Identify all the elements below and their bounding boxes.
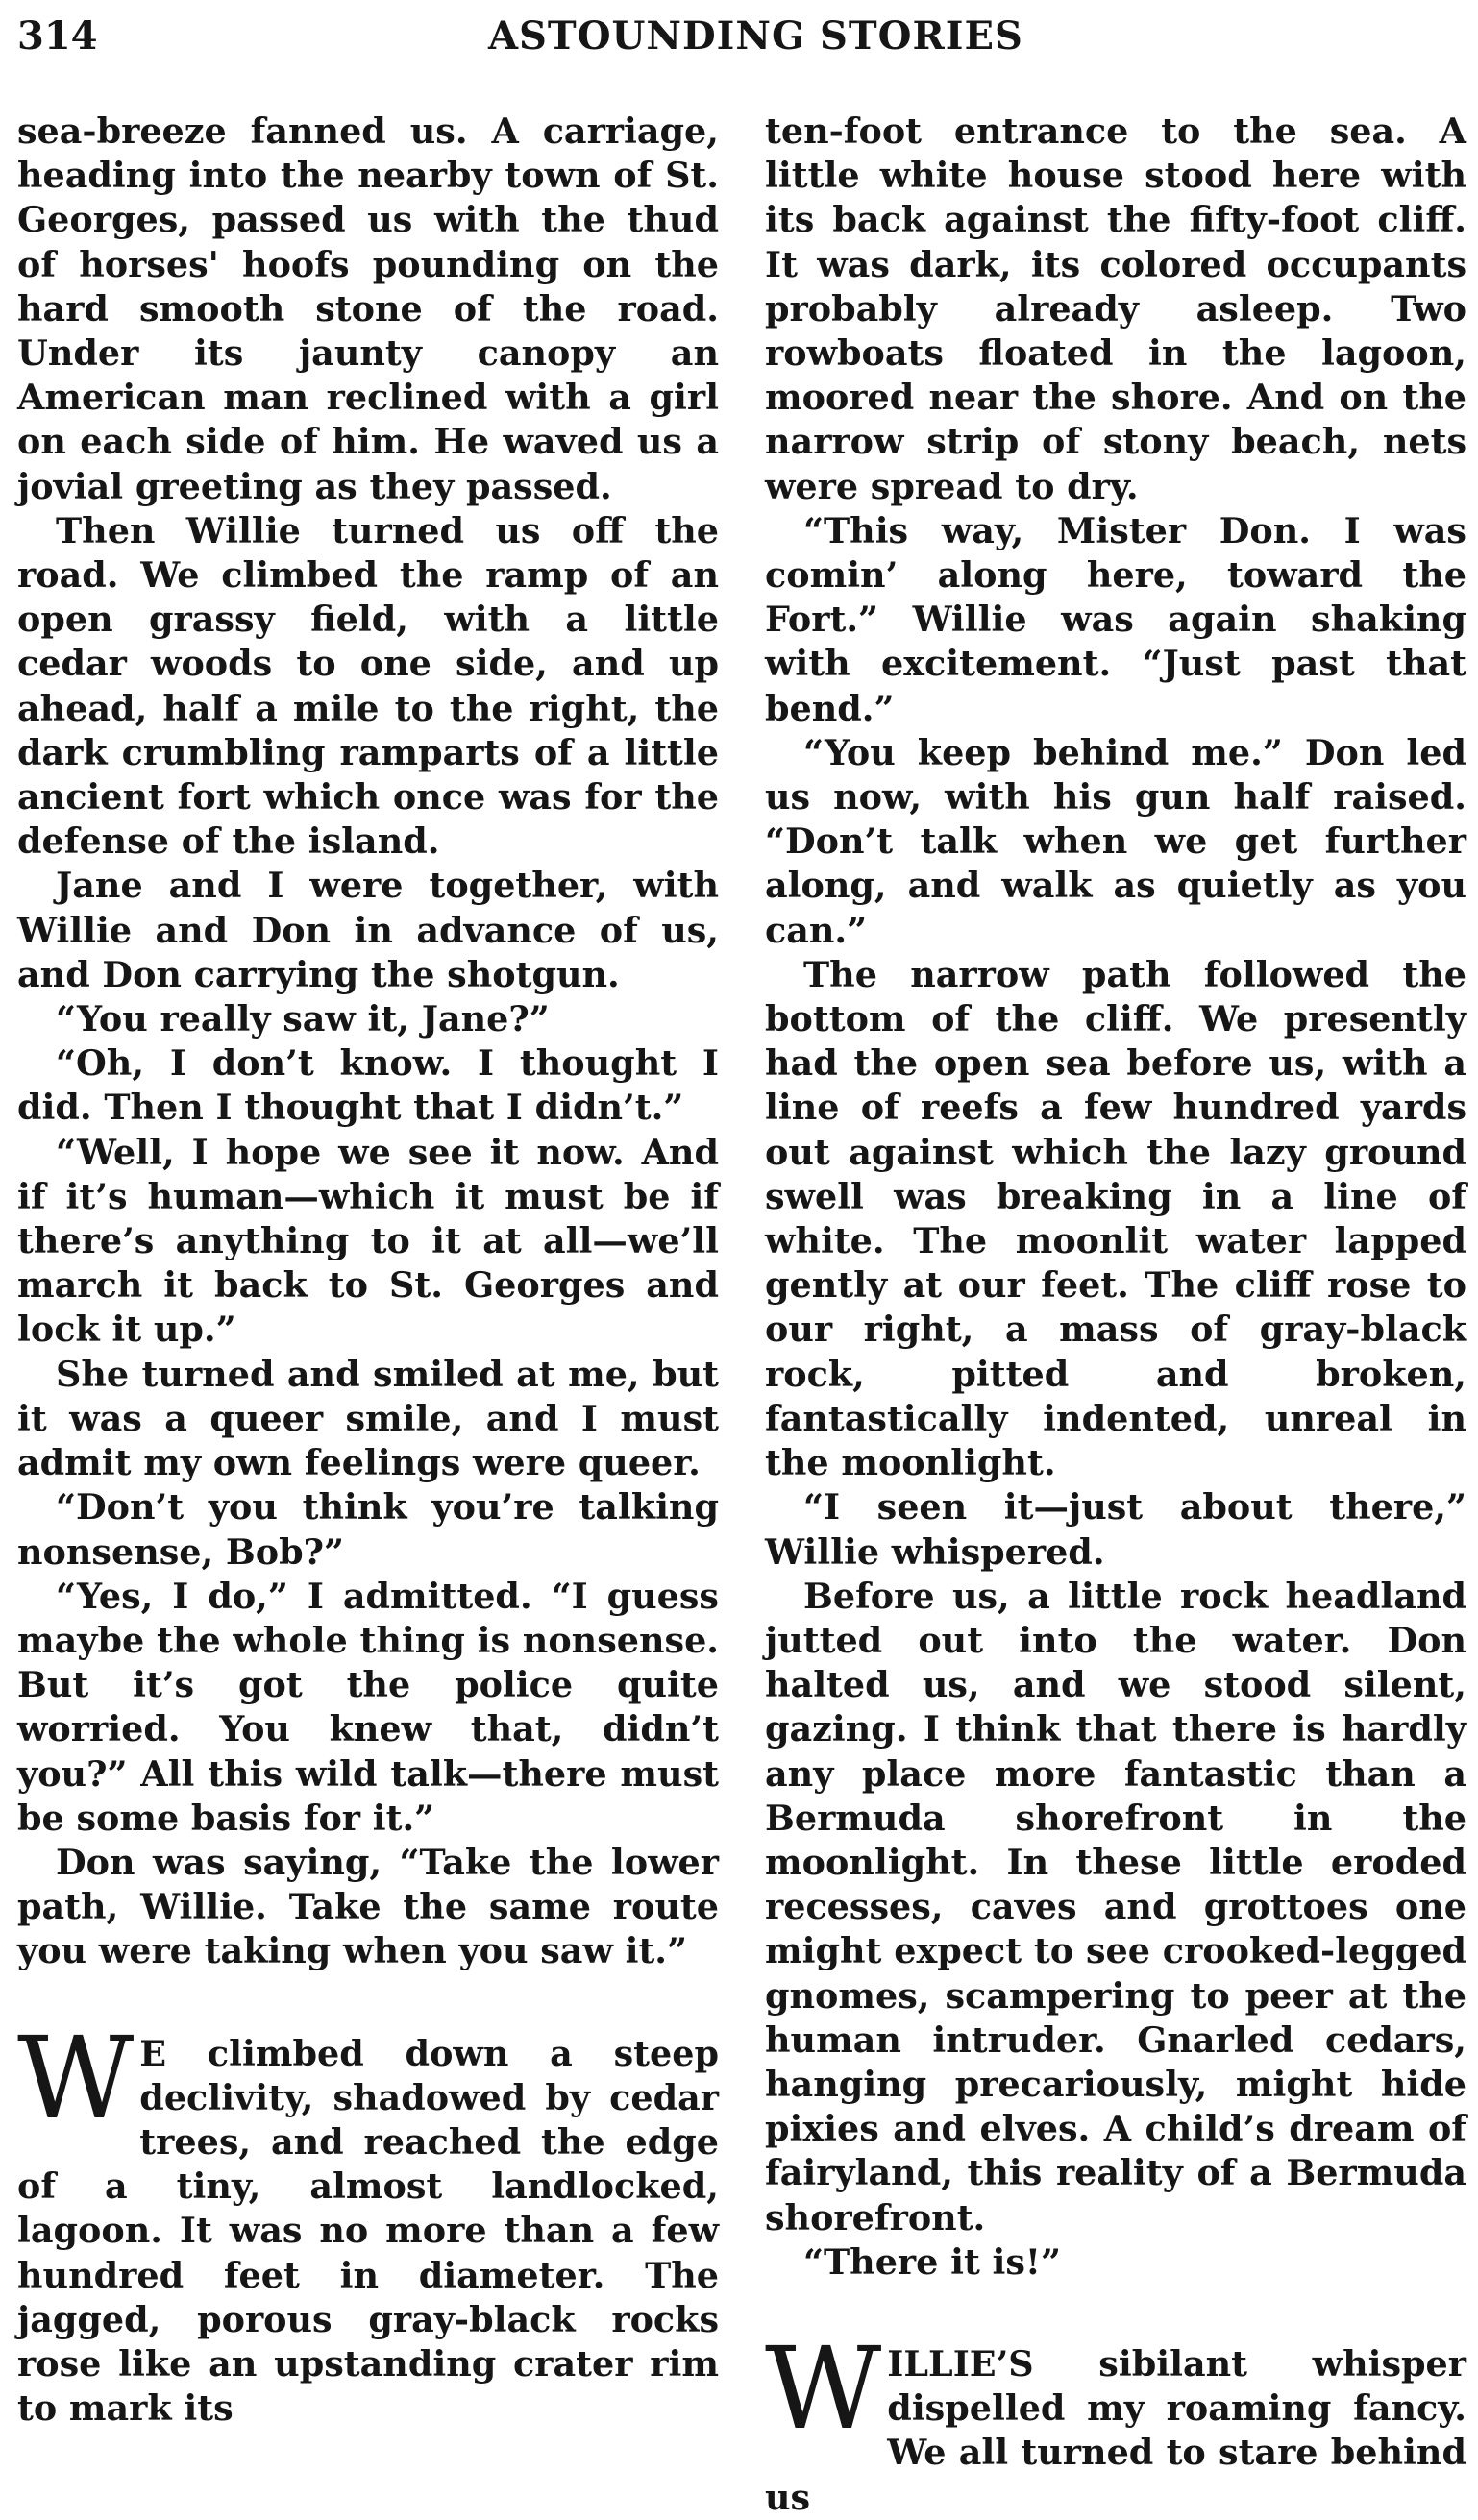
paragraph: Then Willie turned us off the road. We climbed the ramp of an open grassy field, with a little cedar woods to one side, and up ahead, half a mile to the right, the dark crumbling ramparts of a little ancient fort which once was for the defense of the island.	[17, 509, 719, 863]
drop-cap: W	[765, 2321, 882, 2455]
paragraph: The narrow path followed the bottom of the cliff. We presently had the open sea before us, with a line of reefs a few hundred yards out against which the lazy ground swell was breaking in a line of white. The moonlit water lapped gently at our feet. The cliff rose to our right, a mass of gray-black rock, pitted and broken, fantastically indented, unreal in the moonlight.	[765, 953, 1466, 1484]
page-number: 314	[17, 13, 98, 59]
paragraph: “You keep behind me.” Don led us now, with his gun half raised. “Don’t talk when we get further along, and walk as quietly as you can.”	[765, 731, 1466, 951]
dropcap-paragraph	[765, 2321, 1466, 2520]
paragraph: She turned and smiled at me, but it was a queer smile, and I must admit my own feelings were queer.	[17, 1353, 719, 1484]
paragraph: “I seen it—just about there,” Willie whispered.	[765, 1486, 1466, 1573]
paragraph: “Oh, I don’t know. I thought I did. Then I thought that I didn’t.”	[17, 1042, 719, 1129]
paragraph: ten-foot entrance to the sea. A little white house stood here with its back against the fifty-foot cliff. It was dark, its colored occupants probably already asleep. Two rowboats floated in the lagoon, moored near the shore. And on the narrow strip of stony beach, nets were spread to dry.	[765, 110, 1466, 507]
paragraph: “Well, I hope we see it now. And if it’s human—which it must be if there’s anything to it at all—we’ll march it back to St. Georges and lock it up.”	[17, 1131, 719, 1351]
right-column	[765, 110, 1466, 2520]
paragraph: “Yes, I do,” I admitted. “I guess maybe the whole thing is nonsense. But it’s got the police quite worried. You knew that, didn’t you?” All this wild talk—there must be some basis for it.”	[17, 1575, 719, 1839]
paragraph: “You really saw it, Jane?”	[56, 998, 550, 1040]
paragraph: “This way, Mister Don. I was comin’ along here, toward the Fort.” Willie was again shaking with excitement. “Just past that bend.”	[765, 509, 1466, 729]
dropcap-paragraph-text: E climbed down a steep declivity, shadowed by cedar trees, and reached the edge of a tiny, almost landlocked, lagoon. It was no more than a few hundred feet in diameter. The jagged, porous gray-black rocks rose like an upstanding crater rim to mark its	[17, 2032, 719, 2430]
paragraph: Jane and I were together, with Willie and Don in advance of us, and Don carrying the shotgun.	[17, 865, 719, 995]
paragraph: Before us, a little rock headland jutted out into the water. Don halted us, and we stood silent, gazing. I think that there is hardly any place more fantastic than a Bermuda shorefront in the moonlight. In these little eroded recesses, caves and grottoes one might expect to see crooked-legged gnomes, scampering to peer at the human intruder. Gnarled cedars, hanging precariously, might hide pixies and elves. A child’s dream of fairyland, this reality of a Bermuda shorefront.	[765, 1575, 1466, 2239]
journal-title: ASTOUNDING STORIES	[488, 13, 1023, 59]
paragraph: Don was saying, “Take the lower path, Willie. Take the same route you were taking when you saw it.”	[17, 1841, 719, 1972]
paragraph: “Don’t you think you’re talking nonsense, Bob?”	[17, 1486, 719, 1573]
dropcap-paragraph-text: ILLIE’S sibilant whisper dispelled my roaming fancy. We all turned to stare behind us	[765, 2342, 1466, 2518]
paragraph: “There it is!”	[803, 2240, 1061, 2283]
drop-cap: W	[17, 2011, 135, 2144]
paragraph: sea-breeze fanned us. A carriage, heading into the nearby town of St. Georges, passed us with the thud of horses' hoofs pounding on the hard smooth stone of the road. Under its jaunty canopy an American man reclined with a girl on each side of him. He waved us a jovial greeting as they passed.	[17, 110, 719, 507]
running-head	[17, 8, 1459, 65]
dropcap-paragraph	[17, 2011, 719, 2432]
left-column	[17, 110, 719, 2431]
